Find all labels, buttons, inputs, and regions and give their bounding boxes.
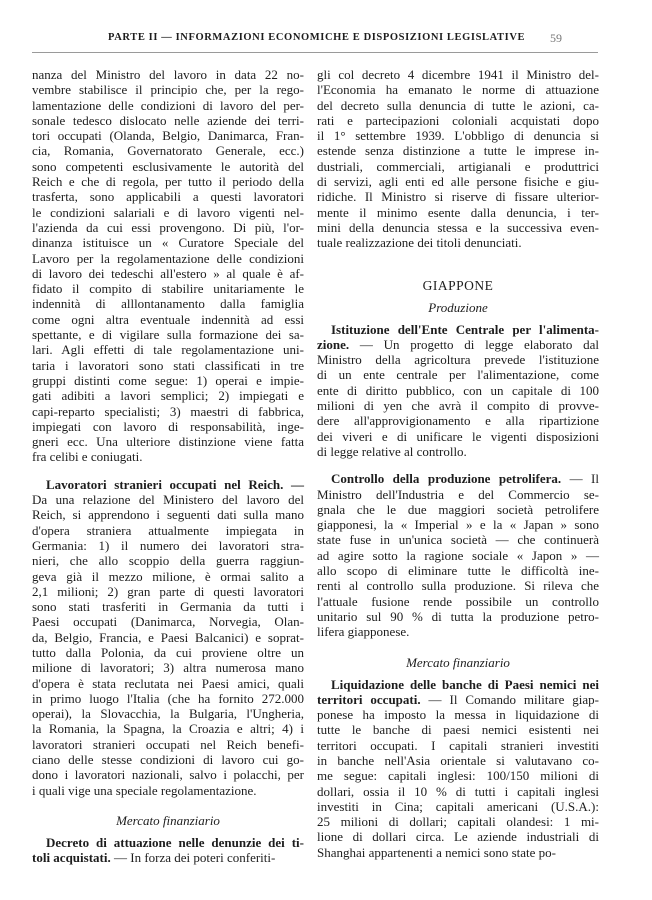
line-text: — Un progetto di legge elaborato dal <box>349 336 599 352</box>
text-line <box>32 737 304 752</box>
text-line <box>32 706 304 721</box>
line-text: Ministro dell'Industria e del Commercio se- <box>317 486 599 502</box>
line-text: tori occupati (Olanda, Belgio, Danimarca, Fran- <box>32 128 304 144</box>
text-line <box>317 444 599 459</box>
text-line <box>32 850 304 865</box>
line-text: di servizi, agli enti ed alle persone fisiche e giu- <box>317 174 599 190</box>
text-line <box>317 578 599 593</box>
line-text: Reich e che di regola, per tutto il periodo della <box>32 174 304 190</box>
text-line <box>317 159 599 174</box>
section-heading: GIAPPONE <box>422 277 494 293</box>
text-line <box>317 563 599 578</box>
running-head <box>32 32 598 50</box>
text-line <box>317 692 599 707</box>
text-line <box>32 220 304 235</box>
text-line <box>317 768 599 783</box>
text-line <box>317 205 599 220</box>
text-line <box>317 799 599 814</box>
text-line <box>317 677 599 692</box>
text-line <box>32 721 304 736</box>
text-line <box>317 367 599 382</box>
line-text: dere all'approvigionamento e alla ripartizione <box>317 413 599 429</box>
text-line <box>32 434 304 449</box>
paragraph <box>317 471 599 639</box>
line-text: vembre stabilisce il principio che, per la rego- <box>32 82 304 98</box>
text-line <box>32 553 304 568</box>
text-line <box>32 449 304 464</box>
line-text: trasferta, sono applicabili a questi lavoratori <box>32 189 304 205</box>
line-text: renti al controllo sulla produzione. Si rileva che <box>317 578 599 594</box>
line-text: fidato il compito di stabilire unitariamente le <box>32 281 304 297</box>
line-text: ridiche. Il Ministro si riserve di fissare ulterior- <box>317 189 599 205</box>
text-line <box>317 413 599 428</box>
text-line <box>32 373 304 388</box>
text-line <box>32 189 304 204</box>
line-text: tuale realizzazione dei titoli denunciati. <box>317 235 522 251</box>
line-text: nieri, che allo scoppio della guerra raggiun- <box>32 553 304 569</box>
run-in-heading: Controllo della produzione petrolifera. <box>331 471 562 487</box>
text-line <box>32 630 304 645</box>
text-line <box>317 548 599 563</box>
text-line <box>32 767 304 782</box>
run-in-heading: zione. <box>317 336 350 352</box>
line-text: mente il minimo esente dalla denuncia, i ter- <box>317 204 599 220</box>
line-text: dono i lavoratori nazionali, salvo i polacchi, per <box>32 767 304 783</box>
text-line <box>32 82 304 97</box>
line-text: investiti in Cina; capitali americani (U.S.A.): <box>317 798 599 814</box>
text-line <box>317 337 599 352</box>
line-text: mini della denuncia stessa e la successiva even- <box>317 219 599 235</box>
line-text: gneri ecc. Una ulteriore distinzione viene fatta <box>32 434 304 450</box>
line-text: lari. Agli effetti di tale regolamentazione uni- <box>32 342 304 358</box>
line-text: gnala che le due maggiori società petrolifere <box>317 501 599 517</box>
line-text: tutto dalla Polonia, da cui proviene oltre un <box>32 644 304 660</box>
text-line <box>32 645 304 660</box>
line-text: Reich, si apprendono i seguenti dati sulla mano <box>32 507 304 523</box>
line-text: territori occupati. I capitali stranieri investiti <box>317 737 599 753</box>
text-line <box>317 143 599 158</box>
text-line <box>32 419 304 434</box>
text-line <box>32 312 304 327</box>
line-text: lamentazione delle condizioni di lavoro del per- <box>32 97 304 113</box>
line-text: in primo luogo l'Italia (che ha fornito 272.000 <box>32 690 304 706</box>
text-line <box>32 235 304 250</box>
line-text: Paesi occupati (Danimarca, Norvegia, Olan- <box>32 614 304 630</box>
paragraph <box>317 677 599 861</box>
line-text: allo scopo di eliminare tutte le difficoltà ine- <box>317 563 599 579</box>
text-line <box>317 235 599 250</box>
text-line <box>32 251 304 266</box>
text-line <box>32 783 304 798</box>
text-line <box>32 477 304 492</box>
text-line <box>32 676 304 691</box>
section-subheading: Mercato finanziario <box>116 812 220 828</box>
line-text: d'opera è stata reclutata nei Paesi amici, quali <box>32 675 304 691</box>
line-text: nanza del Ministro del lavoro in data 22 no- <box>32 67 304 82</box>
text-line <box>317 784 599 799</box>
line-text: del decreto sulla denuncia di tutte le azioni, ca- <box>317 97 599 113</box>
line-text: 2,1 milioni; 2) gran parte di questi lavoratori <box>32 583 304 599</box>
text-line <box>317 82 599 97</box>
line-text: ad agire sotto la ragione sociale « Japon » — <box>317 547 599 563</box>
text-line <box>317 128 599 143</box>
text-line <box>317 609 599 624</box>
text-line <box>32 835 304 850</box>
text-line <box>32 296 304 311</box>
line-text: i quali vige una speciale regolamentazione. <box>32 782 257 798</box>
paragraph <box>317 67 599 251</box>
run-in-heading: Istituzione dell'Ente Centrale per l'alimenta- <box>331 321 599 337</box>
line-text: — Il <box>561 471 599 487</box>
text-line <box>32 404 304 419</box>
text-line <box>32 599 304 614</box>
line-text: estende senza distinzione a tutte le imprese in- <box>317 143 599 159</box>
text-line <box>32 67 304 82</box>
text-line <box>317 624 599 639</box>
text-line <box>32 538 304 553</box>
text-line <box>317 829 599 844</box>
line-text: impiegati con lavoro di responsabilità, inge- <box>32 418 304 434</box>
text-line <box>32 507 304 522</box>
text-line <box>317 189 599 204</box>
text-line <box>317 429 599 444</box>
line-text: taria i lavoratori sono stati classificati in tre <box>32 357 304 373</box>
line-text: geva già il mezzo milione, è ormai salito a <box>32 568 304 584</box>
right-column <box>317 67 599 860</box>
line-text: la Romania, la Spagna, la Croazia e altri; 4) i <box>32 721 304 737</box>
line-text: lione di dollari circa. Le aziende industriali di <box>317 829 599 845</box>
line-text: ponese ha imposto la messa in liquidazione di <box>317 707 599 723</box>
text-line <box>317 532 599 547</box>
text-line <box>32 205 304 220</box>
text-line <box>32 752 304 767</box>
text-line <box>317 814 599 829</box>
text-line <box>317 738 599 753</box>
line-text: tutte le banche di paesi nemici esistenti nei <box>317 722 599 738</box>
line-text: Germania: 1) il numero dei lavoratori stra- <box>32 537 304 553</box>
line-text: Ministro della agricoltura prevede l'istituzione <box>317 352 599 368</box>
line-text: dei viveri e di unificare le vigenti disposizioni <box>317 428 599 444</box>
line-text: unitario sul 90 % di tutta la produzione petro- <box>317 608 599 624</box>
run-in-heading: Liquidazione delle banche di Paesi nemici nei <box>331 676 599 692</box>
run-in-heading: territori occupati. <box>317 691 421 707</box>
paragraph <box>32 477 304 798</box>
line-text: Da una relazione del Ministero del lavoro del <box>32 492 304 508</box>
text-line <box>32 660 304 675</box>
text-line <box>32 584 304 599</box>
text-line <box>317 753 599 768</box>
text-line <box>317 113 599 128</box>
text-line <box>32 128 304 143</box>
text-line <box>317 398 599 413</box>
text-line <box>32 388 304 403</box>
text-line <box>32 342 304 357</box>
left-column <box>32 67 304 866</box>
text-line <box>317 845 599 860</box>
text-line <box>32 614 304 629</box>
paragraph <box>32 67 304 465</box>
line-text: state fuse in un'unica società — che continuerà <box>317 532 599 548</box>
text-line <box>317 517 599 532</box>
line-text: le condizioni salariali e di lavoro vigenti nel- <box>32 204 304 220</box>
running-title: PARTE II — INFORMAZIONI ECONOMICHE E DISPOSIZIONI LEGISLATIVE <box>108 32 526 43</box>
line-text: lavoratori stranieri occupati nel Reich benefi- <box>32 736 304 752</box>
line-text: di un ente centrale per l'alimentazione, come <box>317 367 599 383</box>
text-line <box>32 569 304 584</box>
line-text: ente di diritto pubblico, con un capitale di 100 <box>317 382 599 398</box>
line-text: ciano delle stesse condizioni di lavoro cui go- <box>32 752 304 768</box>
line-text: l'azienda da cui essi provengono. Di più, l'or- <box>32 219 304 235</box>
text-line <box>32 113 304 128</box>
header-rule <box>32 52 598 53</box>
text-line <box>317 502 599 517</box>
line-text: l'Economia ha emanato le norme di attuazione <box>317 82 599 98</box>
section-subheading: Mercato finanziario <box>406 654 510 670</box>
line-text: dinanza istituisce un « Curatore Speciale del <box>32 235 304 251</box>
text-line <box>32 266 304 281</box>
line-text: di lavoro dei tedeschi all'estero » al quale è af- <box>32 265 304 281</box>
text-line <box>32 281 304 296</box>
text-line <box>32 691 304 706</box>
paragraph <box>317 322 599 460</box>
text-line <box>317 352 599 367</box>
text-line <box>317 98 599 113</box>
text-line <box>317 594 599 609</box>
text-line <box>32 358 304 373</box>
line-text: Lavoro per la regolamentazione delle condizioni <box>32 250 304 266</box>
run-in-heading: Lavoratori stranieri occupati nel Reich. — <box>46 476 304 492</box>
line-text: operai), la Slovacchia, la Bulgaria, l'Ungheria, <box>32 706 304 722</box>
line-text: il 1° settembre 1939. L'obbligo di denuncia si <box>317 128 599 144</box>
line-text: cia, Romania, Governatorato Generale, ecc.) <box>32 143 304 159</box>
line-text: come ogni altra eventuale indennità ad essi <box>32 311 304 327</box>
line-text: 25 milioni di dollari; capitali olandesi: 1 mi- <box>317 814 599 830</box>
line-text: sono stati trasferiti in Germania da tutti i <box>32 599 304 615</box>
line-text: gli col decreto 4 dicembre 1941 il Ministro del- <box>317 67 599 82</box>
text-line <box>32 327 304 342</box>
paragraph <box>32 835 304 866</box>
line-text: milione di lavoratori; 3) altra numerosa mano <box>32 660 304 676</box>
line-text: lifera giapponese. <box>317 624 410 640</box>
text-line <box>317 220 599 235</box>
line-text: — Il Comando militare giap- <box>420 691 599 707</box>
text-line <box>32 98 304 113</box>
line-text: sonale tedesco dislocato nelle aziende dei terri- <box>32 112 304 128</box>
run-in-heading: toli acquistati. <box>32 850 111 866</box>
line-text: indennità di alllontanamento dalla famiglia <box>32 296 304 312</box>
line-text: sono competenti esclusivamente le autorità del <box>32 158 304 174</box>
line-text: gati adibiti a lavori semplici; 2) impiegati e <box>32 388 304 404</box>
text-line <box>317 322 599 337</box>
line-text: me segue: capitali inglesi: 100/150 milioni di <box>317 768 599 784</box>
line-text: — In forza dei poteri conferiti- <box>110 850 276 866</box>
line-text: fra celibi e coniugati. <box>32 449 143 465</box>
text-line <box>317 471 599 486</box>
line-text: rati e partecipazioni coloniali acquistati dopo <box>317 112 599 128</box>
line-text: l'attuale fusione rende possibile un controllo <box>317 593 599 609</box>
page-number: 59 <box>550 31 562 45</box>
text-line <box>317 487 599 502</box>
text-line <box>32 523 304 538</box>
text-line <box>317 383 599 398</box>
text-line <box>32 159 304 174</box>
line-text: capi-reparto specialisti; 3) maestri di fabbrica, <box>32 403 304 419</box>
text-line <box>317 174 599 189</box>
section-subheading: Produzione <box>428 299 488 315</box>
line-text: dustriali, commerciali, artigianali e produttrici <box>317 158 599 174</box>
line-text: da, Belgio, Francia, e Paesi Balcanici) e soprat- <box>32 629 304 645</box>
line-text: in banche nell'Asia orientale si valutavano co- <box>317 752 599 768</box>
line-text: gruppi distinti come segue: 1) operai e impie- <box>32 372 304 388</box>
text-line <box>317 707 599 722</box>
line-text: milioni di yen che avrà il compito di provve- <box>317 398 599 414</box>
line-text: Shanghai appartenenti a nemici sono state po- <box>317 844 556 860</box>
text-line <box>32 143 304 158</box>
text-line <box>32 174 304 189</box>
text-line <box>317 67 599 82</box>
line-text: di legge relative al controllo. <box>317 443 467 459</box>
text-line <box>317 722 599 737</box>
run-in-heading: Decreto di attuazione nelle denunzie dei ti- <box>46 834 304 850</box>
line-text: spettante, e di vigilare sulla formazione dei sa- <box>32 327 304 343</box>
text-line <box>32 492 304 507</box>
line-text: giapponesi, la « Imperial » e la « Japan » sono <box>317 517 599 533</box>
line-text: dollari, ossia il 10 % di tutti i capitali inglesi <box>317 783 599 799</box>
line-text: d'opera straniera attualmente impiegata in <box>32 522 304 538</box>
